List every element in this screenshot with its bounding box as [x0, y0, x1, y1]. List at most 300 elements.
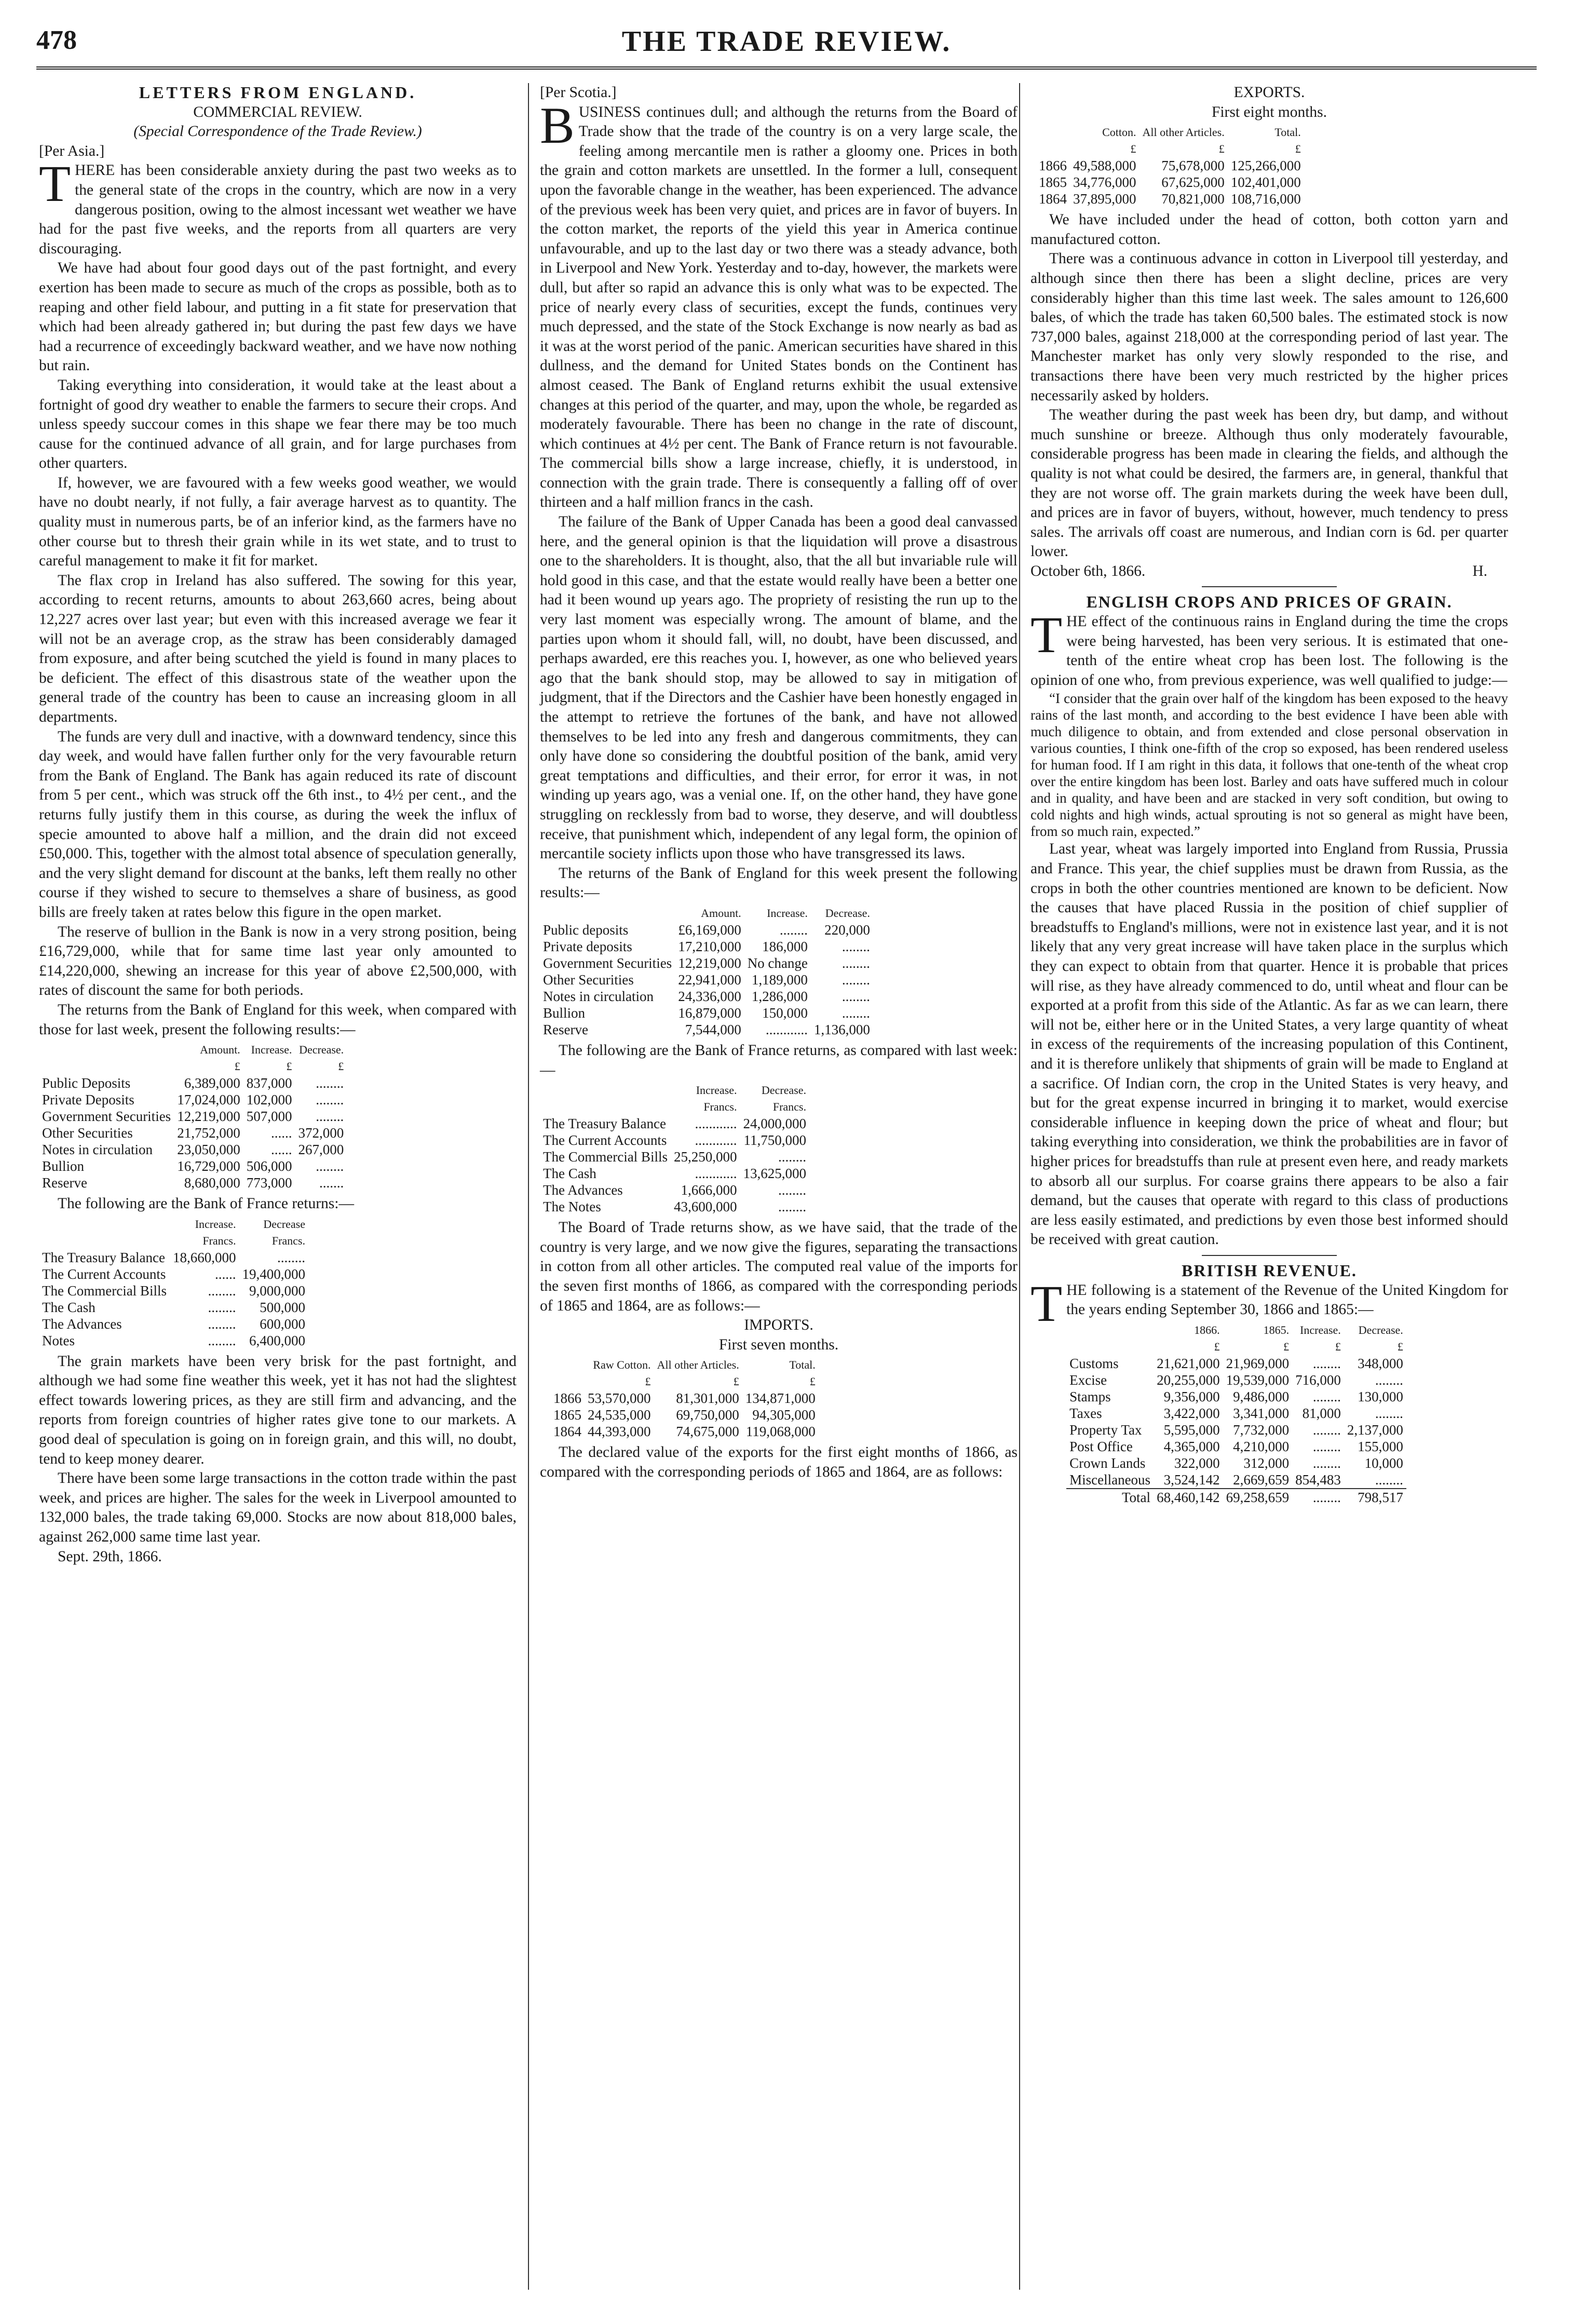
unit [39, 1233, 170, 1249]
table-row [540, 922, 873, 938]
cell: 69,750,000 [676, 1407, 739, 1423]
table-row [540, 1115, 809, 1132]
bank-of-england-table [39, 1042, 347, 1191]
paragraph-text: HE following is a statement of the Revenue of the United Kingdom for the years ending September 30, 1866 and 1865:— [1066, 1281, 1508, 1318]
row-label: Government Securities [42, 1109, 171, 1125]
paragraph: We have included under the head of cotton, both cotton yarn and manufactured cotton. [1030, 211, 1508, 248]
cell: ........ [316, 1075, 344, 1091]
cell: 44,393,000 [588, 1424, 651, 1440]
table-row [1066, 1405, 1406, 1422]
cell: 9,356,000 [1163, 1388, 1220, 1404]
section-divider [1202, 586, 1337, 587]
table-row [39, 1316, 308, 1332]
header-rule [36, 66, 1537, 70]
cell: 81,301,000 [676, 1390, 739, 1407]
column-header: Total. [1274, 126, 1301, 139]
column-header: Increase. [1300, 1323, 1341, 1336]
column-header: Decrease. [825, 906, 870, 920]
table-row [1066, 1455, 1406, 1471]
table-row [39, 1249, 308, 1266]
unit: £ [1214, 1340, 1220, 1353]
cell: ........ [842, 955, 870, 971]
cell: 19,400,000 [242, 1266, 305, 1282]
cell: ........ [842, 988, 870, 1004]
table-header-row [39, 1216, 308, 1233]
cell: ........ [1312, 1422, 1341, 1438]
table-row [540, 1005, 873, 1021]
table-header-row [540, 1082, 809, 1099]
cell: 13,625,000 [743, 1166, 806, 1182]
row-label: Crown Lands [1069, 1455, 1146, 1471]
cell: ........ [1375, 1372, 1403, 1388]
row-label: Customs [1069, 1355, 1119, 1371]
dispatch-via: [Per Scotia.] [540, 84, 617, 101]
cell: 19,539,000 [1226, 1372, 1290, 1388]
unit: £ [1335, 1340, 1341, 1353]
cell: 108,716,000 [1230, 191, 1301, 207]
table-row [1066, 1372, 1406, 1388]
cell: 24,000,000 [743, 1116, 806, 1132]
row-label: Other Securities [543, 971, 634, 988]
cell: 22,941,000 [678, 971, 741, 988]
table-row [1066, 1355, 1406, 1372]
exports-period: First eight months. [1211, 103, 1327, 120]
row-label: 1866 [553, 1390, 581, 1407]
cell: 3,422,000 [1163, 1405, 1220, 1421]
table-row [550, 1423, 819, 1440]
unit: Francs. [202, 1234, 236, 1247]
cell: 1,666,000 [681, 1182, 737, 1198]
cell: 4,210,000 [1233, 1438, 1290, 1454]
paragraph: Last year, wheat was largely imported into England from Russia, Prussia and France. This year, the chief supplies must be drawn from Russia, as the crops in both the other countries mentioned are known to be deficient. Now the causes that have placed Russia in the position of chief supplier of breadstuffs to England's millions, were not in existence last year, and it is not likely that any very great increase will have taken place in the surplus which they can expect to obtain from that quarter. Hence it is probable that prices will rise, as they have already commenced to do, until wheat and flour can be exported at a profit from this side of the Atlantic. As far as we can learn, there will not be, either here or in the United States, a very large quantity of wheat in excess of the requirements of the increasing population of this Continent, and it is therefore unlikely that shipments of grain will be made to England at a sacrifice. Of Indian corn, the crop in the United States is very heavy, and but for the great expense incurred in bringing it to market, would exercise considerable influence in keeping down the price of wheat and flour; but taking everything into consideration, we think the probabilities are in favor of higher prices for breadstuffs than rule at present even here, and ready markets to absorb all our surplus. For coarse grains there appears to be also a fair demand, but the causes that operate with regard to this class of productions are less easily estimated, and predictions by even those best informed should be received with great caution. [1030, 841, 1508, 1248]
row-label: Reserve [543, 1021, 588, 1037]
imports-table [550, 1357, 819, 1440]
row-label: The Treasury Balance [543, 1116, 666, 1132]
cell: 7,732,000 [1233, 1422, 1290, 1438]
column-header: Raw Cotton. [593, 1358, 651, 1372]
paragraph: The reserve of bullion in the Bank is now in a very strong position, being £16,729,000, while that for same time last year only amounted to £14,220,000, shewing an increase for this year of above £2,500,000, with rates of discount the same for both periods. [39, 923, 517, 999]
cell: ........ [316, 1092, 344, 1108]
cell: ....... [319, 1175, 344, 1191]
cell: ............ [695, 1166, 737, 1182]
cell: 24,336,000 [678, 988, 741, 1004]
signature: H. [1472, 562, 1487, 579]
cell: 94,305,000 [752, 1407, 816, 1423]
cell: 6,400,000 [249, 1332, 305, 1348]
paragraph: The returns of the Bank of England for this week present the following results:— [540, 864, 1018, 901]
column-header [540, 905, 675, 922]
cell: ........ [1312, 1355, 1341, 1371]
paragraph [540, 96, 1018, 512]
cell: 3,524,142 [1163, 1471, 1220, 1488]
column-header: Increase. [195, 1217, 236, 1231]
unit: Francs. [272, 1234, 305, 1247]
cell: ........ [316, 1158, 344, 1174]
cell: 322,000 [1174, 1455, 1220, 1471]
cell: 9,000,000 [249, 1282, 305, 1299]
table-row [540, 1182, 809, 1198]
cell: 16,879,000 [678, 1005, 741, 1021]
cell: 102,401,000 [1230, 174, 1301, 191]
cell: 12,219,000 [177, 1109, 240, 1125]
row-label: Public Deposits [42, 1075, 131, 1091]
cell: 507,000 [246, 1109, 292, 1125]
article-title: LETTERS FROM ENGLAND. [139, 83, 417, 102]
unit: £ [1283, 1340, 1290, 1353]
row-label: The Current Accounts [42, 1266, 166, 1282]
cell: 21,752,000 [177, 1125, 240, 1141]
cell: 9,486,000 [1233, 1388, 1290, 1404]
dispatch-via: [Per Asia.] [39, 142, 105, 159]
column-header: 1865. [1263, 1323, 1290, 1336]
cell: ............ [695, 1132, 737, 1149]
imports-period: First seven months. [718, 1336, 839, 1353]
cell: ........ [778, 1199, 806, 1215]
table-row [550, 1407, 819, 1423]
column-header: Decrease. [1358, 1323, 1403, 1336]
drop-cap: B [540, 96, 575, 154]
column-header: Decrease. [299, 1043, 344, 1057]
table-row [1036, 191, 1304, 207]
row-label: The Cash [543, 1166, 596, 1182]
cell: 69,258,659 [1226, 1489, 1290, 1505]
unit: £ [234, 1060, 240, 1073]
cell: ............ [695, 1116, 737, 1132]
table-row [540, 1198, 809, 1215]
row-label: Other Securities [42, 1125, 133, 1141]
cell: 49,588,000 [1073, 158, 1136, 174]
column-1 [39, 83, 517, 1566]
bank-of-france-table [540, 1082, 809, 1215]
unit: £ [733, 1375, 739, 1388]
row-label: 1864 [553, 1424, 581, 1440]
row-label: Reserve [42, 1175, 87, 1191]
cell: 2,137,000 [1347, 1422, 1403, 1438]
table-row [39, 1075, 347, 1091]
cell: 119,068,000 [745, 1424, 816, 1440]
cell: 102,000 [246, 1092, 292, 1108]
cell: 67,625,000 [1161, 174, 1225, 191]
column-header: Increase. [251, 1043, 292, 1057]
cell: ...... [270, 1142, 292, 1158]
table-row [39, 1091, 347, 1108]
row-label: Excise [1069, 1372, 1107, 1388]
column-2 [540, 83, 1018, 1482]
table-row [540, 955, 873, 971]
paragraph: There was a continuous advance in cotton in Liverpool till yesterday, and although since then there has been a slight decline, prices are very considerably higher than this time last week. The sales amount to 126,600 bales, of which the trade has taken 60,500 bales. The estimated stock is now 737,000 bales, against 218,000 at the corresponding period of last year. The Manchester market has only very slowly responded to the rise, and transactions there have been very much restricted by the higher prices necessarily asked by holders. [1030, 250, 1508, 404]
cell: 2,669,659 [1233, 1471, 1290, 1488]
table-row [39, 1299, 308, 1316]
cell: 43,600,000 [673, 1199, 737, 1215]
revenue-table [1066, 1322, 1406, 1506]
table-row [1066, 1471, 1406, 1489]
unit: £ [338, 1060, 344, 1073]
cell: 150,000 [762, 1005, 808, 1021]
paragraph-text: HERE has been considerable anxiety during the past two weeks as to the general state of the crops in the country, which are now in a very dangerous position, owing to the almost incessant wet weather we have had for the past five weeks, and the reports from all quarters are very discouraging. [39, 162, 517, 257]
table-unit-row [550, 1373, 819, 1390]
dateline: October 6th, 1866. [1030, 562, 1146, 579]
paragraph: The declared value of the exports for the first eight months of 1866, as compared with the corresponding periods of 1865 and 1864, are as follows: [540, 1444, 1018, 1480]
cell: 75,678,000 [1161, 158, 1225, 174]
unit: £ [1295, 142, 1301, 156]
unit: £ [286, 1060, 292, 1073]
cell: 25,250,000 [673, 1149, 737, 1165]
row-label: 1865 [1039, 174, 1067, 191]
unit [1036, 141, 1070, 157]
cell: ........ [208, 1316, 236, 1332]
paragraph: The weather during the past week has been dry, but damp, and without much sunshine or breeze. Although thus only moderately favourable, considerable progress has been made in clearing the fields, and although the quality is not what could be desired, the farmers are, in general, thankful that they are not worse off. The grain markets during the week have been dull, and prices are in favor of buyers, without, however, much tendency to press sales. The arrivals off coast are numerous, and Indian corn is 6d. per quarter lower. [1030, 407, 1508, 560]
cell: 506,000 [246, 1158, 292, 1174]
cell: ........ [842, 971, 870, 988]
table-row [39, 1282, 308, 1299]
cell: 10,000 [1364, 1455, 1403, 1471]
table-header-row [1066, 1322, 1406, 1339]
cell: 500,000 [260, 1299, 305, 1315]
cell: 70,821,000 [1161, 191, 1225, 207]
cell: 716,000 [1295, 1372, 1341, 1388]
cell: ........ [778, 1182, 806, 1198]
table-row [39, 1158, 347, 1174]
row-label: The Cash [42, 1299, 96, 1315]
table-unit-row [39, 1233, 308, 1249]
column-header [540, 1082, 671, 1099]
cell: 134,871,000 [745, 1390, 816, 1407]
journal-title: THE TRADE REVIEW. [621, 25, 952, 58]
correspondence-note: (Special Correspondence of the Trade Review.) [133, 123, 422, 140]
paragraph: The flax crop in Ireland has also suffered. The sowing for this year, according to recent returns, amounts to about 263,660 acres, being about 12,227 acres over last year; but even with this increased average we fear it will not be an average crop, as the straw has been considerably damaged from exposure, and after being scutched the yield is found in many places to be deficient. The effect of this disastrous state of the weather upon the general trade of the country has been to cause an increasing gloom in all departments. [39, 572, 517, 725]
cell: 798,517 [1358, 1489, 1403, 1505]
table-header-row [39, 1042, 347, 1058]
column-header [1066, 1322, 1154, 1339]
row-label: Public deposits [543, 922, 629, 938]
row-label: Stamps [1069, 1388, 1111, 1404]
column-header: Amount. [701, 906, 741, 920]
column-header: Amount. [200, 1043, 240, 1057]
table-header-row [550, 1357, 819, 1373]
cell: ........ [842, 1005, 870, 1021]
table-row [39, 1332, 308, 1349]
unit: Francs. [703, 1100, 737, 1114]
paragraph-text: USINESS continues dull; and although the returns from the Board of Trade show that the trade of the country is on a very large scale, the feeling among mercantile men is rather a gloomy one. Prices in both the grain and cotton markets are unsettled. In the former a lull, consequent upon the favorable change in the weather, has been experienced. The advance of the previous week has been very quiet, and prices are in favor of buyers. In the cotton market, the reports of the yield this year in America continue unfavourable, and up to the last day or two there was a steady advance, both in Liverpool and New York. Yesterday and to-day, however, the markets were dull, but after so rapid an advance this is only what was to be expected. The price of nearly every class of securities, except the funds, continues very much depressed, and the state of the Stock Exchange is now nearly as bad as it was at the worst period of the panic. American securities have shared in this dullness, and the demand for United States bonds on the Continent has almost ceased. The Bank of England returns exhibit the usual extensive changes at this period of the quarter, and may, upon the whole, be regarded as moderately favourable. There has been no change in the rate of discount, which continues at 4½ per cent. The Bank of France return is not favourable. The commercial bills show a large increase, chiefly, it is understood, in connection with the grain trade. There is consequently a falling off of over thirteen and a half million francs in the cash. [540, 103, 1018, 511]
column-header [39, 1216, 170, 1233]
cell: 8,680,000 [184, 1175, 240, 1191]
cell: 20,255,000 [1157, 1372, 1220, 1388]
table-row [39, 1125, 347, 1141]
cell: 34,776,000 [1073, 174, 1136, 191]
unit [540, 1099, 671, 1115]
row-label: Private Deposits [42, 1092, 134, 1108]
row-label: 1864 [1039, 191, 1067, 207]
drop-cap: T [1030, 1274, 1063, 1332]
table-row [39, 1266, 308, 1282]
column-3 [1030, 83, 1508, 1509]
cell: No change [747, 955, 808, 971]
column-header: All other Articles. [657, 1358, 739, 1372]
column-divider [1019, 83, 1020, 2290]
cell: 3,341,000 [1233, 1405, 1290, 1421]
drop-cap: T [39, 155, 71, 213]
unit: £ [1218, 142, 1225, 156]
table-row [39, 1108, 347, 1125]
cell: 130,000 [1358, 1388, 1403, 1404]
row-label: The Current Accounts [543, 1132, 667, 1149]
table-row [540, 1165, 809, 1182]
cell: 21,969,000 [1226, 1355, 1290, 1371]
cell: 186,000 [762, 938, 808, 954]
cell: 53,570,000 [588, 1390, 651, 1407]
cell: ........ [208, 1332, 236, 1348]
cell: ............ [765, 1021, 808, 1037]
row-label: Bullion [543, 1005, 586, 1021]
paragraph: The grain markets have been very brisk for the past fortnight, and although we had some fine weather this week, yet it has not had the slightest effect towards lowering prices, as they are still firm and advancing, and the reports from foreign countries of higher rates give tone to our markets. A good deal of speculation is going on in foreign grain, and this will, no doubt, tend to keep money dearer. [39, 1353, 517, 1467]
paragraph: The following are the Bank of France returns, as compared with last week:— [540, 1042, 1018, 1078]
cell: 81,000 [1302, 1405, 1341, 1421]
column-header: Total. [789, 1358, 816, 1372]
column-header: Increase. [696, 1084, 737, 1097]
page-header [36, 25, 1537, 61]
row-label: The Advances [42, 1316, 122, 1332]
cell: ........ [778, 1149, 806, 1165]
cell: 24,535,000 [588, 1407, 651, 1423]
section-title: BRITISH REVENUE. [1182, 1261, 1357, 1280]
unit: £ [645, 1375, 651, 1388]
cell: 17,024,000 [177, 1092, 240, 1108]
column-header: Decrease [263, 1217, 305, 1231]
table-unit-row [540, 1099, 809, 1115]
column-header: Increase. [767, 906, 808, 920]
cell: ...... [214, 1266, 236, 1282]
article-subtitle: COMMERCIAL REVIEW. [193, 103, 362, 120]
table-header-row [1036, 124, 1304, 141]
cell: ........ [316, 1109, 344, 1125]
cell: ........ [1312, 1455, 1341, 1471]
column-divider [528, 83, 529, 2290]
row-label: Property Tax [1069, 1422, 1142, 1438]
table-unit-row [1066, 1339, 1406, 1355]
signoff [1030, 562, 1508, 582]
row-label: Notes [42, 1332, 75, 1348]
cell: ........ [1375, 1471, 1403, 1488]
cell: 5,595,000 [1163, 1422, 1220, 1438]
table-unit-row [39, 1058, 347, 1075]
dateline: Sept. 29th, 1866. [58, 1548, 162, 1565]
cell: 1,136,000 [813, 1021, 870, 1037]
table-row [540, 1149, 809, 1165]
cell: ........ [842, 938, 870, 954]
section-divider [1202, 1255, 1337, 1256]
section-title: ENGLISH CROPS AND PRICES OF GRAIN. [1086, 592, 1453, 612]
row-label: Notes in circulation [42, 1142, 153, 1158]
cell: 12,219,000 [678, 955, 741, 971]
table-row [540, 1132, 809, 1149]
cell: 68,460,142 [1157, 1489, 1220, 1505]
row-label: The Notes [543, 1199, 601, 1215]
unit: £ [809, 1375, 816, 1388]
bank-of-england-table [540, 905, 873, 1038]
row-label: Private deposits [543, 938, 632, 954]
table-row [39, 1174, 347, 1191]
table-row [540, 938, 873, 955]
cell: ........ [1312, 1438, 1341, 1454]
column-header [39, 1042, 174, 1058]
row-label: Notes in circulation [543, 988, 654, 1004]
table-unit-row [1036, 141, 1304, 157]
cell: 854,483 [1295, 1471, 1341, 1488]
bank-of-france-table [39, 1216, 308, 1349]
cell: 18,660,000 [172, 1249, 236, 1265]
table-row [540, 988, 873, 1005]
column-header [1036, 124, 1070, 141]
table-row [540, 1021, 873, 1038]
row-label: The Advances [543, 1182, 623, 1198]
table-row [1066, 1438, 1406, 1455]
cell: 1,286,000 [751, 988, 808, 1004]
paragraph [1030, 606, 1508, 690]
exports-table [1036, 124, 1304, 207]
paragraph: The returns from the Bank of England for this week, when compared with those for last week, present the following results:— [39, 1001, 517, 1038]
cell: 1,189,000 [751, 971, 808, 988]
row-label: Bullion [42, 1158, 85, 1174]
column-header [550, 1357, 585, 1373]
table-row [540, 971, 873, 988]
table-total-row [1066, 1489, 1406, 1506]
cell: 74,675,000 [676, 1424, 739, 1440]
cell: 6,389,000 [184, 1075, 240, 1091]
row-label: Government Securities [543, 955, 672, 971]
cell: 267,000 [298, 1142, 344, 1158]
table-row [550, 1390, 819, 1407]
cell: 7,544,000 [685, 1021, 741, 1037]
row-label: Total [1121, 1489, 1151, 1505]
unit: £ [1130, 142, 1136, 156]
cell: 17,210,000 [678, 938, 741, 954]
cell: ...... [270, 1125, 292, 1141]
cell: 372,000 [298, 1125, 344, 1141]
cell: 773,000 [246, 1175, 292, 1191]
unit: £ [1397, 1340, 1403, 1353]
page-number: 478 [36, 25, 77, 55]
quotation: “I consider that the grain over half of the kingdom has been exposed to the heavy rains of the last month, and according to the best evidence I have been able with much diligence to obtain, and from extended and close personal observation in various counties, I think one-fifth of the crop so exposed, has been rendered useless for human food. If I am right in this data, it follows that one-tenth of the wheat crop over the entire kingdom has been lost. Barley and oats have suffered much in colour and in quality, and have been and are stacked in very soft condition, but owing to cold nights and high winds, actual sprouting is not so general as might have been, from so much rain, expected.” [1030, 691, 1508, 840]
unit [39, 1058, 174, 1075]
row-label: Post Office [1069, 1438, 1133, 1454]
cell: ........ [208, 1299, 236, 1315]
cell: 600,000 [260, 1316, 305, 1332]
paragraph: We have had about four good days out of the past fortnight, and every exertion has been made to secure as much of the crops as possible, both as to reaping and other field labour, and putting in a fit state for preservation that which had been already gathered in; but during the past few days we have had a recurrence of exceedingly backward weather, and we have now nothing but rain. [39, 260, 517, 374]
row-label: 1865 [553, 1407, 581, 1423]
table-row [1036, 174, 1304, 191]
exports-title: EXPORTS. [1233, 84, 1305, 101]
cell: ........ [1375, 1405, 1403, 1421]
paragraph: If, however, we are favoured with a few weeks good weather, we would have no doubt nearly, if not fully, a fair average harvest as to quantity. The quality must in numerous parts, be of an inferior kind, as the farmers have no other course but to thresh their grain while in its wet state, and to trust to careful management to make it fit for market. [39, 474, 517, 570]
table-row [1066, 1422, 1406, 1438]
cell: ........ [277, 1249, 305, 1265]
paragraph: Taking everything into consideration, it would take at the least about a fortnight of good dry weather to enable the farmers to secure their crops. And unless speedy succour comes in this shape we fear there may be too much cause for the continued advance of all grain, and for large purchases from other quarters. [39, 376, 517, 472]
row-label: The Treasury Balance [42, 1249, 165, 1265]
paragraph [39, 155, 517, 259]
cell: ........ [1312, 1388, 1341, 1404]
cell: 4,365,000 [1163, 1438, 1220, 1454]
paragraph: There have been some large transactions in the cotton trade within the past week, and prices are higher. The sales for the week in Liverpool amounted to 132,000 bales, the trade taking 69,000. Stocks are now about 818,000 bales, against 262,000 same time last year. [39, 1470, 517, 1546]
row-label: Taxes [1069, 1405, 1102, 1421]
paragraph: The failure of the Bank of Upper Canada has been a good deal canvassed here, and the general opinion is that the liquidation will prove a disastrous one to the shareholders. It is thought, also, that the all but invariable rule will hold good in this case, and that the estate would really have been a better one had it been wound up years ago. The propriety of resisting the run up to the very last moment was especially wrong. The amount of blame, and the parties upon whom it should fall, will, no doubt, have been discussed, and perhaps awarded, ere this reaches you. I, however, as one who believed years ago that the bank should stop, may be allowed to say in mitigation of judgment, that if the Directors and the Cashier have been honestly engaged in the attempt to retrieve the fortunes of the bank, and have not allowed themselves to be led into any fresh and dangerous commitments, they can only have done so considering the doubtful position of the bank, amid very great temptations and difficulties, and their error, for error it was, in not winding up years ago, was a venial one. If, on the other hand, they have gone struggling on recklessly from bad to worse, they deserve, and will doubtless receive, that punishment which, independent of any legal form, the opinion of mercantile society inflicts upon those who have transgressed its laws. [540, 514, 1018, 862]
drop-cap: T [1030, 606, 1063, 664]
cell: 16,729,000 [177, 1158, 240, 1174]
unit [1066, 1339, 1154, 1355]
cell: 312,000 [1243, 1455, 1290, 1471]
column-header: 1866. [1194, 1323, 1220, 1336]
column-header: Cotton. [1102, 126, 1136, 139]
row-label: 1866 [1039, 158, 1067, 174]
